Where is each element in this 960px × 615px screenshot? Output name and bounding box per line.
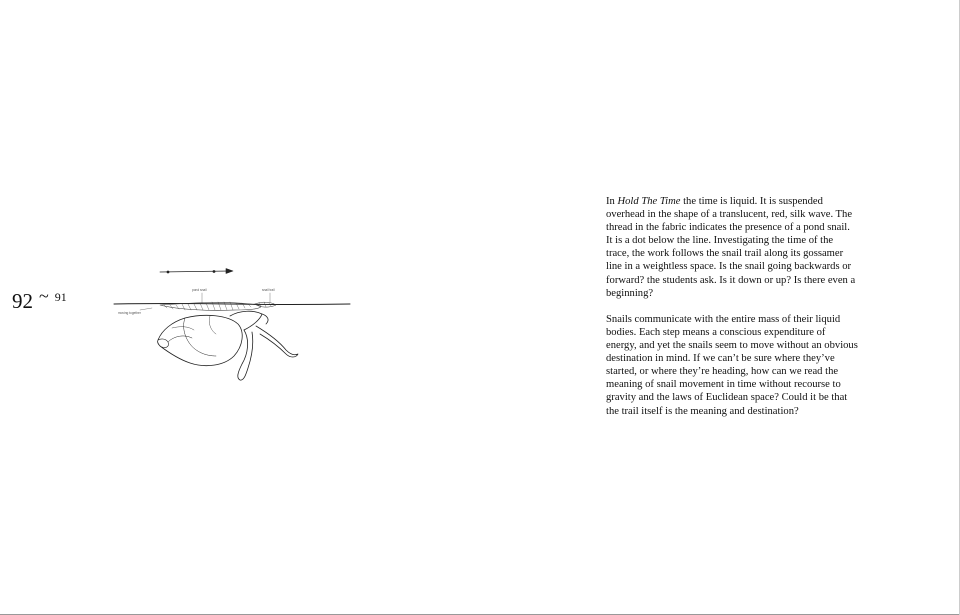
paragraph-1-body: the time is liquid. It is suspended overhead in the shape of a translucent, red, silk wave. The thread in the fabric indicates the presence of a pond snail. It is a dot below the line. Investigating the time of the trace, the work follows the snail trail along its gossamer line in a weightless space. Is the snail going backwards or forward? the students ask. Is it down or up? Is there even a beginning? — [606, 196, 856, 299]
paragraph-1 — [606, 195, 858, 300]
snail-sketch-icon — [110, 260, 355, 385]
page-number-main: 92 — [12, 289, 33, 313]
snail-shell — [158, 315, 243, 365]
paragraph-1-intro: In — [606, 196, 618, 207]
essay-text — [606, 195, 858, 431]
paragraph-2: Snails communicate with the entire mass of their liquid bodies. Each step means a conscious expenditure of energy, and yet the snails seem to move without an obvious destination in mind. If we can’t be sure where they’ve started, or where they’re heading, how can we read the meaning of snail movement in time without recourse to gravity and the laws of Euclidean space? Could it be that the trail itself is the meaning and destination? — [606, 313, 858, 417]
water-line — [114, 304, 350, 305]
page-number-sub: 91 — [54, 290, 67, 304]
artwork-title: Hold The Time — [617, 196, 681, 207]
page-number-separator: ~ — [39, 286, 49, 306]
left-annotation: moving together — [118, 311, 141, 315]
right-annotation: snail trail — [262, 288, 275, 292]
page-number — [12, 288, 67, 314]
direction-arrow-icon — [160, 269, 233, 274]
center-annotation: pond snail — [192, 288, 207, 292]
